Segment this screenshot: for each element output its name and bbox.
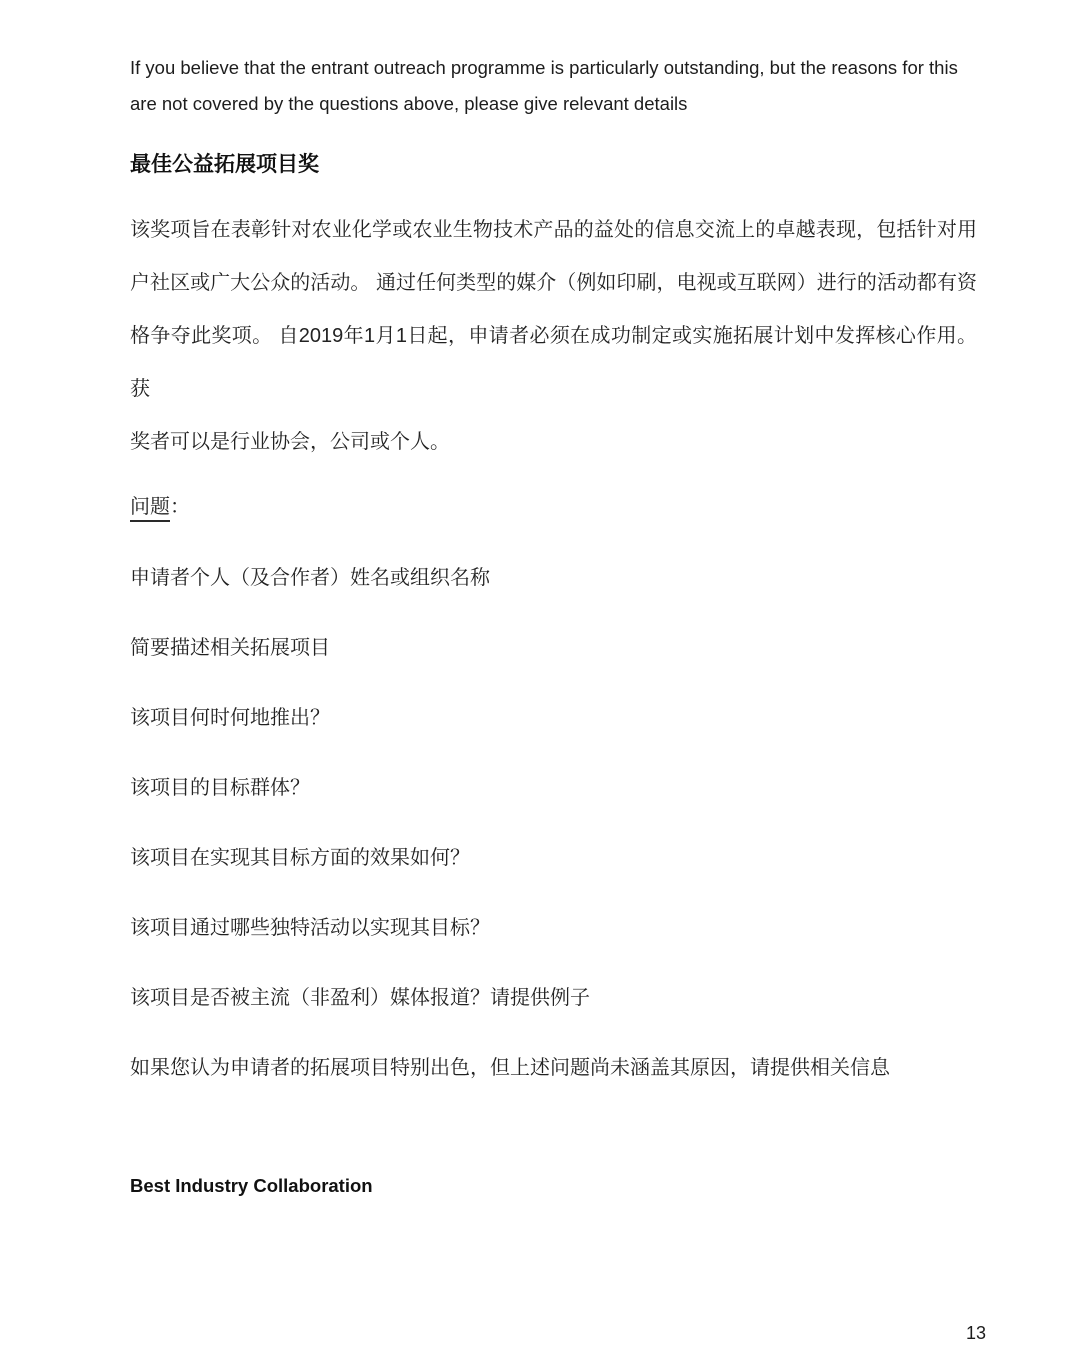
award-description-line: 格争夺此奖项。 自2019年1月1日起，申请者必须在成功制定或实施拓展计划中发挥核心作用。获: [130, 325, 977, 400]
questions-label-colon: ：: [170, 496, 190, 518]
question-item: 该项目通过哪些独特活动以实现其目标？: [130, 917, 490, 939]
award-description: [130, 204, 977, 469]
award-description-line: 该奖项旨在表彰针对农业化学或农业生物技术产品的益处的信息交流上的卓越表现，包括针对用: [130, 219, 977, 241]
question-item: 该项目的目标群体？: [130, 777, 310, 799]
award-title-zh: 最佳公益拓展项目奖: [130, 153, 319, 176]
questions-label: [130, 492, 977, 522]
questions-list: [130, 566, 977, 1080]
question-item: 申请者个人（及合作者）姓名或组织名称: [130, 567, 490, 589]
question-item: 该项目在实现其目标方面的效果如何？: [130, 847, 470, 869]
questions-label-text: 问题: [130, 496, 170, 522]
award-description-line: 奖者可以是行业协会，公司或个人。: [130, 431, 450, 453]
next-section-title: Best Industry Collaboration: [130, 1175, 373, 1196]
document-page: [0, 50, 1080, 1370]
question-item: 该项目是否被主流（非盈利）媒体报道？请提供例子: [130, 987, 590, 1009]
question-item: 该项目何时何地推出？: [130, 707, 330, 729]
intro-paragraph-line: If you believe that the entrant outreach programme is particularly outstanding, but the reasons for this: [130, 57, 958, 78]
question-item: 简要描述相关拓展项目: [130, 637, 330, 659]
question-item: 如果您认为申请者的拓展项目特别出色，但上述问题尚未涵盖其原因，请提供相关信息: [130, 1057, 890, 1079]
intro-paragraph: [130, 50, 977, 122]
page-number: 13: [965, 1323, 986, 1343]
award-description-line: 户社区或广大公众的活动。 通过任何类型的媒介（例如印刷，电视或互联网）进行的活动都有资: [130, 272, 977, 294]
intro-paragraph-line: are not covered by the questions above, please give relevant details: [130, 93, 688, 114]
